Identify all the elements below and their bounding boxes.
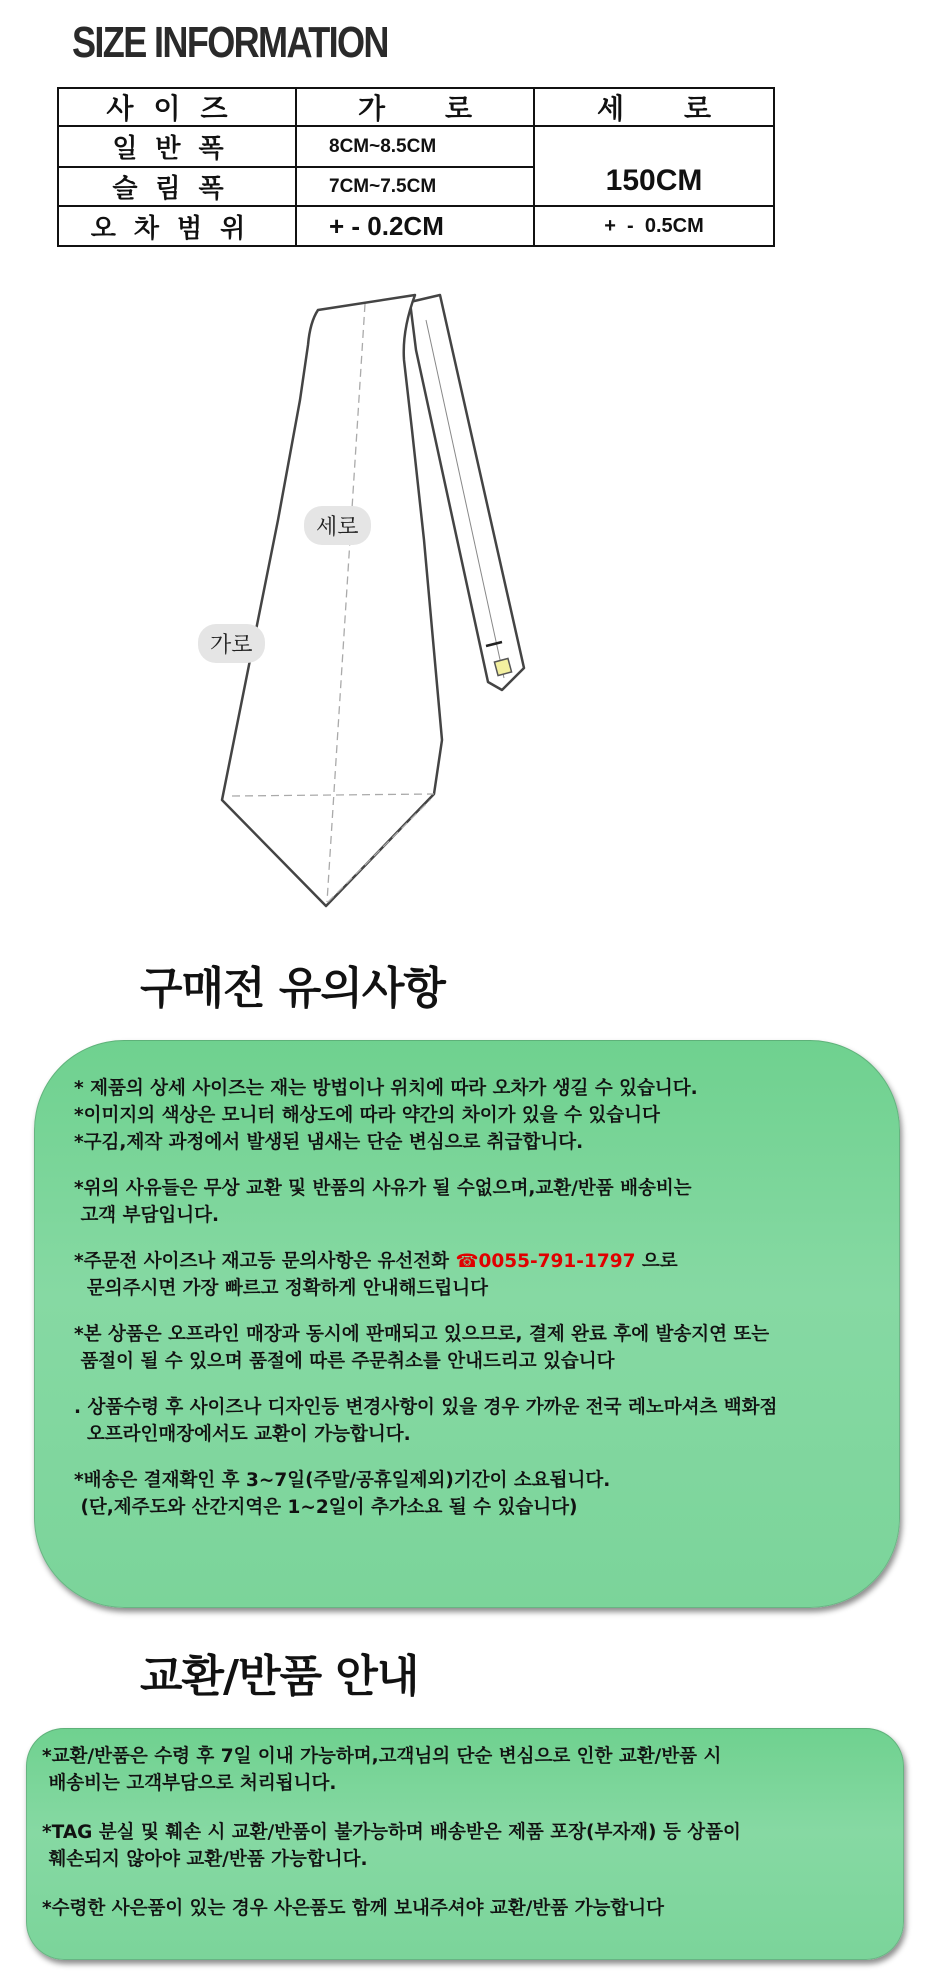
notice-line (74, 1247, 678, 1273)
size-info-title: SIZE INFORMATION (72, 18, 388, 67)
row-width-regular: 8CM~8.5CM (329, 135, 437, 157)
exchange-heading: 교환/반품 안내 (140, 1651, 419, 1702)
header-width: 가로 (357, 92, 533, 125)
size-table (57, 87, 775, 247)
notice-line: *본 상품은 오프라인 매장과 동시에 판매되고 있으므로, 결제 완료 후에 발송지연 또는 (74, 1324, 770, 1345)
notice-text: 으로 (641, 1251, 678, 1272)
row-width-tolerance: + - 0.2CM (329, 210, 444, 241)
notice-line: 오프라인매장에서도 교환이 가능합니다. (74, 1424, 411, 1445)
precautions-box (34, 1040, 900, 1608)
notice-line: 배송비는 고객부담으로 처리됩니다. (42, 1773, 337, 1794)
notice-line: *교환/반품은 수령 후 7일 이내 가능하며,고객님의 단순 변심으로 인한 교환/반품 시 (42, 1746, 722, 1767)
notice-line: *구김,제작 과정에서 발생된 냄새는 단순 변심으로 취급합니다. (74, 1132, 584, 1153)
notice-line: *배송은 결재확인 후 3~7일(주말/공휴일제외)기간이 소요됩니다. (74, 1470, 611, 1491)
notice-line: * 제품의 상세 사이즈는 재는 방법이나 위치에 따라 오차가 생길 수 있습니다. (74, 1078, 698, 1099)
row-length-tolerance: + - 0.5CM (604, 214, 704, 237)
notice-line: 품절이 될 수 있으며 품절에 따른 주문취소를 안내드리고 있습니다 (74, 1351, 615, 1372)
row-label-regular: 일반폭 (112, 134, 242, 164)
tie-diagram (180, 290, 560, 910)
header-length: 세로 (596, 92, 772, 125)
notice-line: 고객 부담입니다. (74, 1205, 220, 1226)
length-merged-value: 150CM (605, 164, 703, 197)
row-width-slim: 7CM~7.5CM (329, 175, 437, 197)
precautions-heading: 구매전 유의사항 (140, 963, 445, 1014)
notice-text: *주문전 사이즈나 재고등 문의사항은 유선전화 (74, 1251, 449, 1272)
notice-line: *이미지의 색상은 모니터 해상도에 따라 약간의 차이가 있을 수 있습니다 (74, 1105, 660, 1126)
width-label: 가로 (198, 624, 265, 663)
notice-line: *수령한 사은품이 있는 경우 사은품도 함께 보내주셔야 교환/반품 가능합니다 (42, 1898, 664, 1919)
notice-line: . 상품수령 후 사이즈나 디자인등 변경사항이 있을 경우 가까운 전국 레노마셔츠 백화점 (74, 1397, 778, 1418)
notice-line: *TAG 분실 및 훼손 시 교환/반품이 불가능하며 배송받은 제품 포장(부자재) 등 상품이 (42, 1822, 741, 1843)
tie-illustration (180, 290, 560, 910)
notice-line: *위의 사유들은 무상 교환 및 반품의 사유가 될 수없으며,교환/반품 배송비는 (74, 1178, 692, 1199)
notice-line: 훼손되지 않아야 교환/반품 가능합니다. (42, 1849, 368, 1870)
notice-line: (단,제주도와 산간지역은 1~2일이 추가소요 될 수 있습니다) (74, 1497, 578, 1518)
notice-line: 문의주시면 가장 빠르고 정확하게 안내해드립니다 (74, 1278, 488, 1299)
row-label-tolerance: 오차범위 (90, 213, 264, 244)
length-label: 세로 (304, 506, 371, 545)
phone-number-text: 0055-791-1797 (478, 1251, 636, 1272)
header-size: 사이즈 (106, 92, 248, 125)
row-label-slim: 슬림폭 (112, 174, 242, 204)
label-tag-icon (494, 658, 511, 675)
exchange-box (26, 1728, 904, 1960)
phone-number: ☎0055-791-1797 (455, 1251, 636, 1272)
